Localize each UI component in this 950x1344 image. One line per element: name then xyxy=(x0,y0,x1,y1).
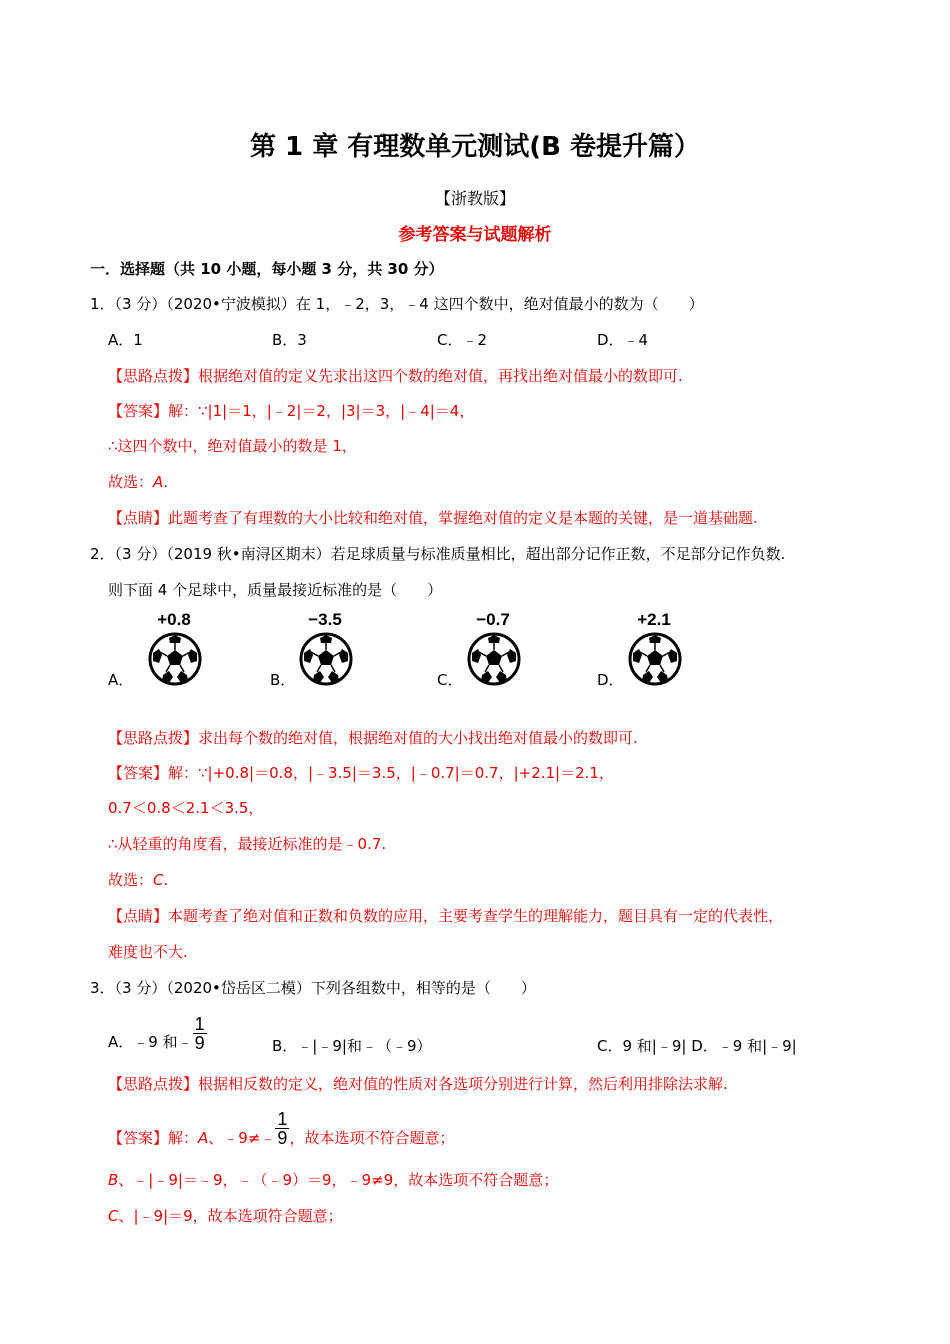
q2-stem-line2: 则下面 4 个足球中，质量最接近标准的是（ ） xyxy=(108,581,443,599)
q2-answer-line3: ∴从轻重的角度看，最接近标准的是﹣0.7. xyxy=(108,835,387,853)
q3-answer-line-b xyxy=(108,1170,558,1190)
answer-text: 解：∵|+0.8|＝0.8，|﹣3.5|＝3.5，|﹣0.7|＝0.7，|+2.1|＝2.1， xyxy=(168,764,614,782)
fraction-numerator: 1 xyxy=(277,1108,288,1129)
fraction-one-ninth xyxy=(193,1015,207,1052)
answer-subtitle: 参考答案与试题解析 xyxy=(398,225,552,245)
q1-choose xyxy=(108,472,168,492)
answer-mid: 、﹣9≠﹣ xyxy=(208,1129,276,1147)
hint-text: 求出每个数的绝对值，根据绝对值的大小找出绝对值最小的数即可. xyxy=(198,729,638,747)
hint-tag: 【思路点拨】 xyxy=(108,1075,199,1093)
q1-answer xyxy=(108,401,474,421)
choose-suffix: . xyxy=(163,871,169,889)
fraction-numerator: 1 xyxy=(194,1013,205,1034)
q1-answer-line2: ∴这四个数中，绝对值最小的数是 1， xyxy=(108,437,357,455)
q2-comment-line2: 难度也不大. xyxy=(108,943,188,961)
answer-tag: 【答案】 xyxy=(108,1129,169,1147)
q3-hint xyxy=(108,1074,728,1094)
answer-tag: 【答案】 xyxy=(108,764,169,782)
fraction-denominator: 9 xyxy=(194,1032,205,1053)
q1-hint xyxy=(108,366,683,386)
soccer-ball-icon xyxy=(627,631,683,687)
section-heading: 一．选择题（共 10 小题，每小题 3 分，共 30 分） xyxy=(90,260,444,278)
answer-prefix: 解： xyxy=(168,1129,199,1147)
hint-text: 根据绝对值的定义先求出这四个数的绝对值，再找出绝对值最小的数即可. xyxy=(198,367,683,385)
choose-letter: A xyxy=(153,473,164,491)
comment-tag: 【点睛】 xyxy=(108,907,169,925)
answer-text: 解：∵|1|＝1，|﹣2|＝2，|3|＝3，|﹣4|＝4， xyxy=(168,402,475,420)
comment-tag: 【点睛】 xyxy=(108,509,169,527)
q2-option-letter: D． xyxy=(597,671,624,689)
ball-weight-label: −3.5 xyxy=(308,610,342,629)
q1-stem: 1．（3 分）（2020•宁波模拟）在 1，﹣2，3，﹣4 这四个数中，绝对值最小的数为（ ） xyxy=(90,295,704,313)
fraction-denominator: 9 xyxy=(277,1127,288,1148)
q2-answer xyxy=(108,763,614,783)
ball-weight-label: +2.1 xyxy=(637,610,671,629)
hint-tag: 【思路点拨】 xyxy=(108,729,199,747)
q1-option-b: B．3 xyxy=(272,331,307,349)
q3-answer xyxy=(108,1108,454,1148)
line-text: 、|﹣9|＝9，故本选项符合题意； xyxy=(118,1207,343,1225)
line-text: 、﹣|﹣9|＝﹣9，﹣（﹣9）＝9，﹣9≠9，故本选项不符合题意； xyxy=(118,1171,559,1189)
q3-option-a xyxy=(108,1014,207,1052)
answer-letter: A xyxy=(198,1129,209,1147)
soccer-ball-icon xyxy=(147,631,203,687)
q1-option-c: C．﹣2 xyxy=(437,331,488,349)
q3-option-cd: C．9 和|﹣9| D．﹣9 和|﹣9| xyxy=(597,1037,797,1055)
edition-label: 【浙教版】 xyxy=(434,189,515,208)
q2-stem: 2．（3 分）（2019 秋•南浔区期末）若足球质量与标准质量相比，超出部分记作正数，不足部分记作负数. xyxy=(90,545,786,563)
comment-text: 本题考查了绝对值和正数和负数的应用，主要考查学生的理解能力，题目具有一定的代表性， xyxy=(168,907,784,925)
answer-suffix: ，故本选项不符合题意； xyxy=(289,1129,455,1147)
line-letter: B xyxy=(108,1171,119,1189)
q3-option-b: B．﹣|﹣9|和﹣（﹣9） xyxy=(272,1037,432,1055)
q3-answer-line-c xyxy=(108,1206,343,1226)
ball-weight-label: +0.8 xyxy=(157,610,191,629)
q1-option-a: A．1 xyxy=(108,331,143,349)
q2-option-letter: B． xyxy=(270,671,296,689)
option-a-prefix: A．﹣9 和﹣ xyxy=(108,1033,193,1051)
q2-option-letter: C． xyxy=(437,671,463,689)
q2-answer-line2: 0.7＜0.8＜2.1＜3.5， xyxy=(108,799,264,817)
soccer-ball-icon xyxy=(298,631,354,687)
q2-choose xyxy=(108,870,168,890)
page-title: 第 1 章 有理数单元测试(B 卷提升篇） xyxy=(250,132,700,162)
soccer-ball-icon xyxy=(466,631,522,687)
line-letter: C xyxy=(108,1207,119,1225)
hint-text: 根据相反数的定义，绝对值的性质对各选项分别进行计算，然后利用排除法求解. xyxy=(198,1075,728,1093)
fraction-one-ninth xyxy=(275,1110,289,1147)
q1-option-d: D．﹣4 xyxy=(597,331,649,349)
choose-suffix: . xyxy=(163,473,169,491)
ball-weight-label: −0.7 xyxy=(476,610,510,629)
choose-letter: C xyxy=(153,871,164,889)
q3-stem: 3．（3 分）（2020•岱岳区二模）下列各组数中，相等的是（ ） xyxy=(90,979,536,997)
choose-prefix: 故选： xyxy=(108,871,154,889)
hint-tag: 【思路点拨】 xyxy=(108,367,199,385)
choose-prefix: 故选： xyxy=(108,473,154,491)
q2-comment xyxy=(108,906,783,926)
answer-tag: 【答案】 xyxy=(108,402,169,420)
q2-option-letter: A． xyxy=(108,671,134,689)
comment-text: 此题考查了有理数的大小比较和绝对值，掌握绝对值的定义是本题的关键，是一道基础题. xyxy=(168,509,758,527)
q2-hint xyxy=(108,728,638,748)
q1-comment xyxy=(108,508,758,528)
